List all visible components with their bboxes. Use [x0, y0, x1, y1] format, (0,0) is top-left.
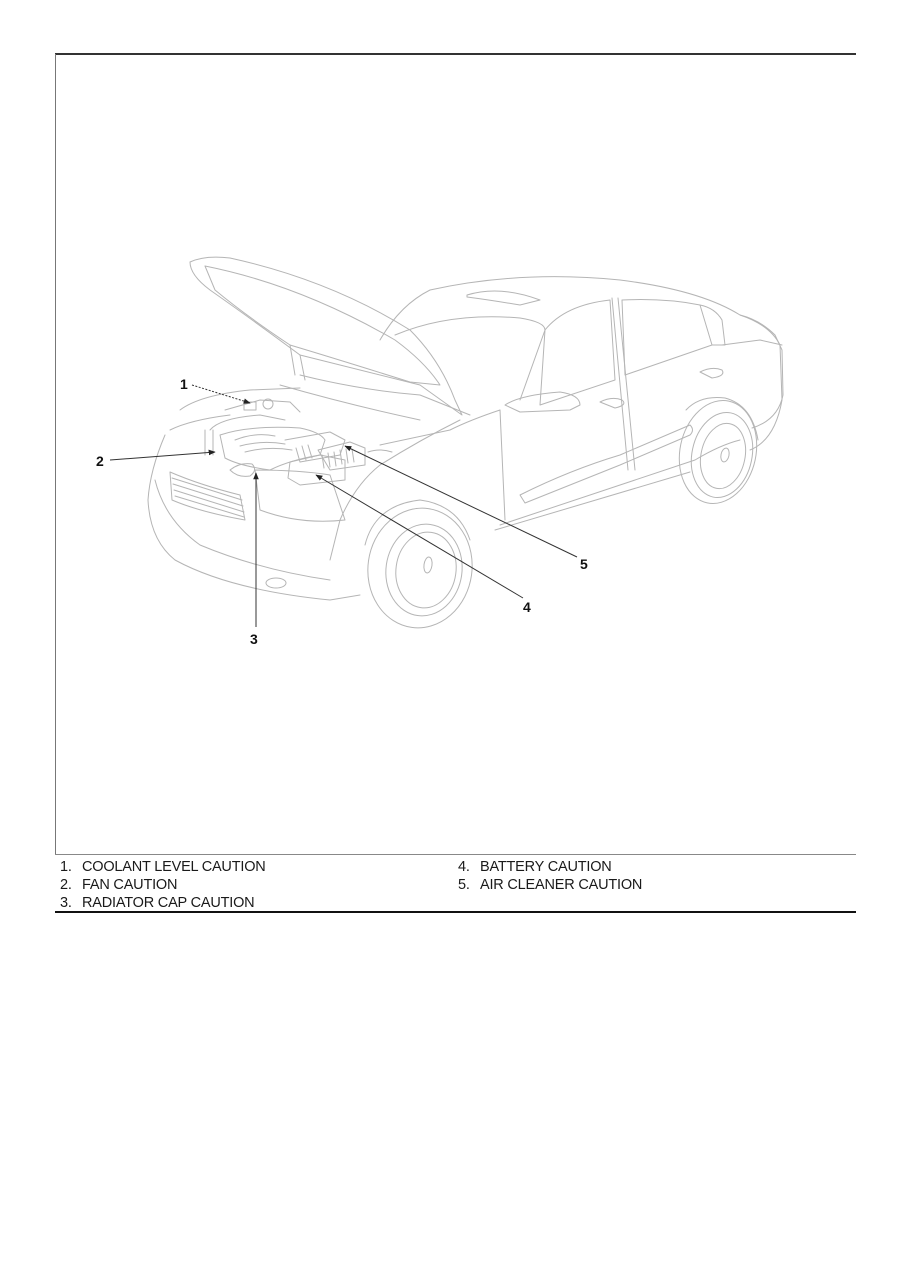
- legend-number: 1.: [60, 859, 72, 875]
- legend-label: RADIATOR CAP CAUTION: [82, 895, 255, 911]
- legend-label: AIR CLEANER CAUTION: [480, 877, 643, 893]
- car-line-art: [56, 55, 856, 854]
- legend: [58, 858, 856, 912]
- legend-label: COOLANT LEVEL CAUTION: [82, 859, 266, 875]
- callout-5: 5: [580, 556, 588, 572]
- legend-item-radiator-cap: [60, 894, 254, 912]
- legend-number: 4.: [458, 859, 470, 875]
- car-illustration: [56, 55, 856, 854]
- legend-item-coolant-level: [60, 858, 266, 876]
- callout-2: 2: [96, 453, 104, 469]
- legend-label: FAN CAUTION: [82, 877, 178, 893]
- callout-1: 1: [180, 376, 188, 392]
- callout-4: 4: [523, 599, 531, 615]
- legend-item-battery: [458, 858, 612, 876]
- callout-3: 3: [250, 631, 258, 647]
- legend-item-fan: [60, 876, 177, 894]
- legend-number: 2.: [60, 877, 72, 893]
- frame-bottom-border: [55, 911, 856, 913]
- legend-number: 5.: [458, 877, 470, 893]
- legend-divider: [55, 854, 856, 855]
- legend-item-air-cleaner: [458, 876, 642, 894]
- legend-number: 3.: [60, 895, 72, 911]
- legend-label: BATTERY CAUTION: [480, 859, 612, 875]
